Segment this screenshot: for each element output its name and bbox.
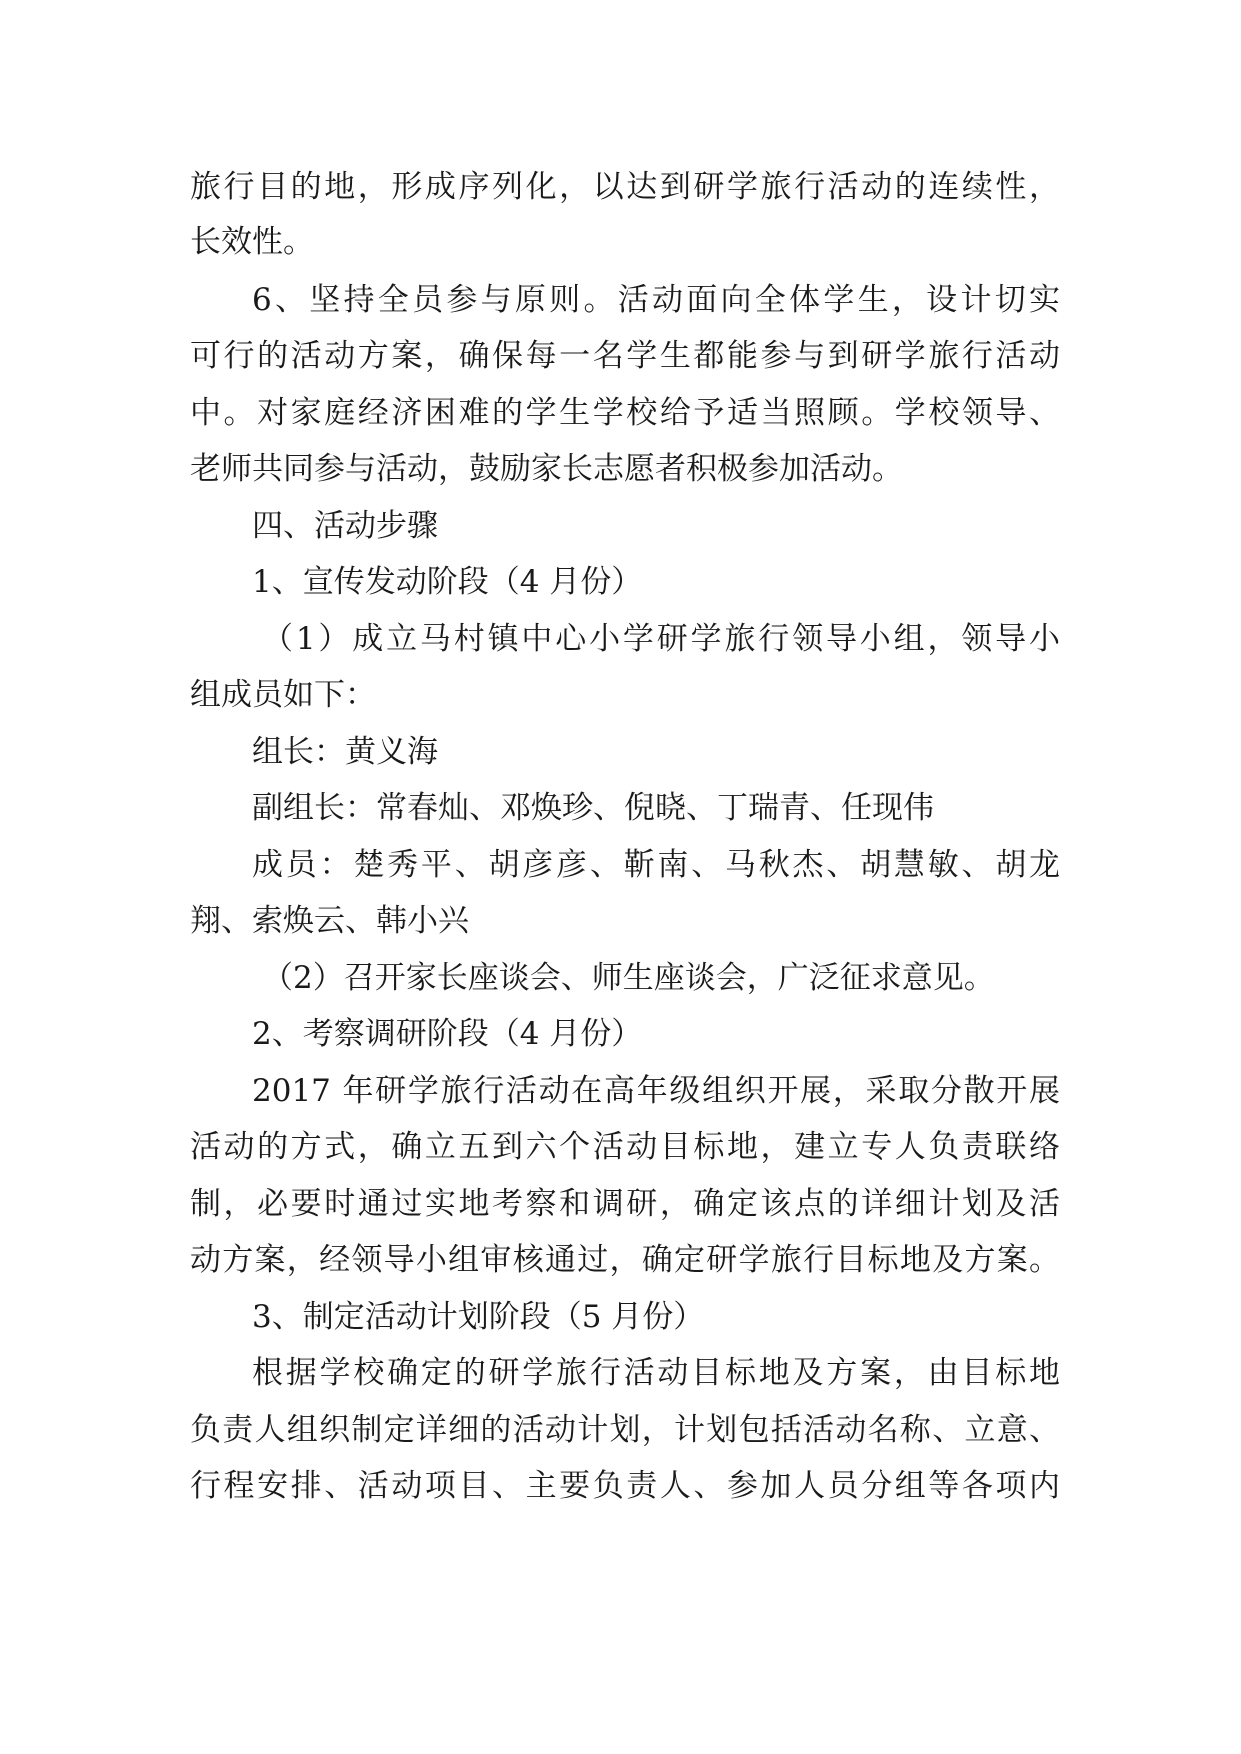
text-line: 旅行目的地，形成序列化，以达到研学旅行活动的连续性， [190,169,1060,205]
text-line: 翔、索焕云、韩小兴 [190,903,469,939]
text-line: （1）成立马村镇中心小学研学旅行领导小组，领导小 [262,621,1060,657]
text-line: 中。对家庭经济困难的学生学校给予适当照顾。学校领导、 [190,395,1060,431]
text-line: 可行的活动方案，确保每一名学生都能参与到研学旅行活动 [190,338,1060,374]
text-line: 行程安排、活动项目、主要负责人、参加人员分组等各项内 [190,1468,1060,1504]
subsection-heading: 1、宣传发动阶段（4 月份） [252,564,643,600]
text-line: 6、坚持全员参与原则。活动面向全体学生，设计切实 [252,282,1060,318]
section-heading: 四、活动步骤 [252,508,438,544]
text-line: 副组长：常春灿、邓焕珍、倪晓、丁瑞青、任现伟 [252,790,934,826]
text-line: （2）召开家长座谈会、师生座谈会，广泛征求意见。 [262,960,995,996]
text-line: 活动的方式，确立五到六个活动目标地，建立专人负责联络 [190,1129,1060,1165]
text-line: 动方案，经领导小组审核通过，确定研学旅行目标地及方案。 [190,1242,1060,1278]
text-line: 根据学校确定的研学旅行活动目标地及方案，由目标地 [252,1355,1060,1391]
text-line: 负责人组织制定详细的活动计划，计划包括活动名称、立意、 [190,1412,1060,1448]
subsection-heading: 3、制定活动计划阶段（5 月份） [252,1299,705,1335]
text-line: 2017 年研学旅行活动在高年级组织开展，采取分散开展 [252,1073,1060,1109]
text-line: 长效性。 [190,224,314,260]
text-line: 组长：黄义海 [252,734,438,770]
subsection-heading: 2、考察调研阶段（4 月份） [252,1016,643,1052]
text-line: 老师共同参与活动，鼓励家长志愿者积极参加活动。 [190,451,903,487]
text-line: 成员：楚秀平、胡彦彦、靳南、马秋杰、胡慧敏、胡龙 [252,847,1060,883]
text-line: 组成员如下： [190,677,376,713]
text-line: 制，必要时通过实地考察和调研，确定该点的详细计划及活 [190,1186,1060,1222]
